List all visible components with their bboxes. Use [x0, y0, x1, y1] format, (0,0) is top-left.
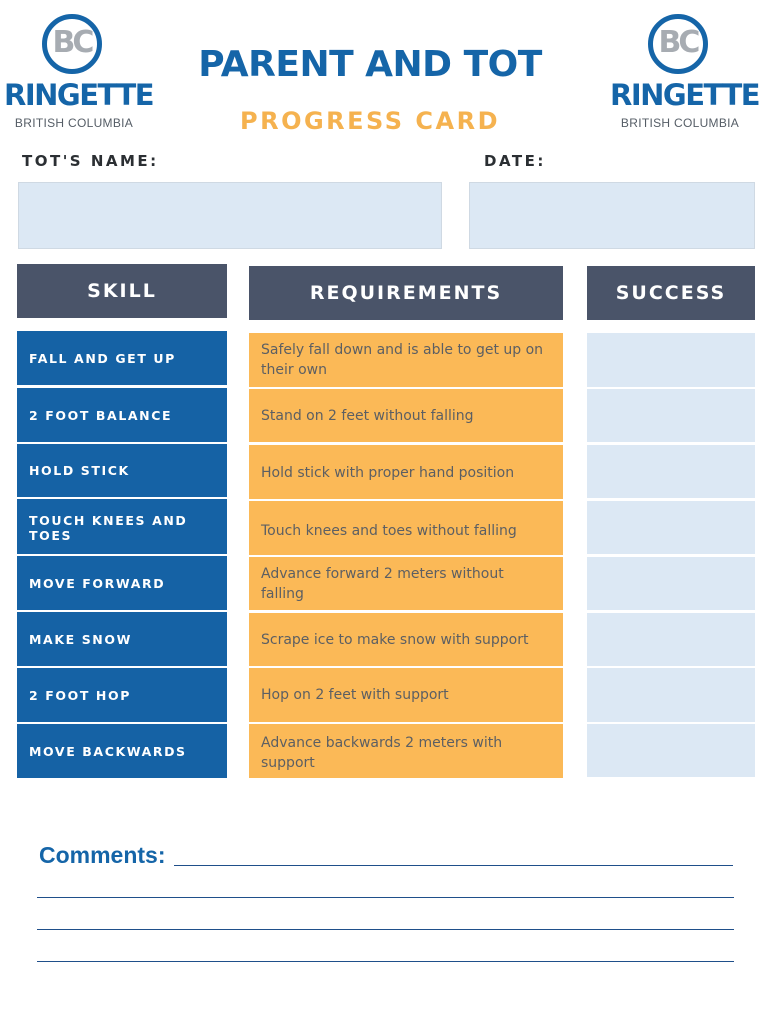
logo-monogram: BC [52, 25, 92, 60]
date-label: DATE: [484, 152, 546, 170]
logo-subtitle: BRITISH COLUMBIA [14, 116, 134, 130]
requirement-cell: Hop on 2 feet with support [249, 668, 563, 722]
skill-cell: TOUCH KNEES AND TOES [17, 499, 227, 554]
comment-line[interactable] [37, 897, 734, 898]
requirement-cell: Advance forward 2 meters without falling [249, 557, 563, 610]
skill-cell: FALL AND GET UP [17, 331, 227, 385]
skill-cell: MAKE SNOW [17, 612, 227, 666]
skill-cell: MOVE FORWARD [17, 556, 227, 610]
requirement-cell: Scrape ice to make snow with support [249, 613, 563, 666]
success-checkbox-cell[interactable] [587, 613, 755, 666]
skill-cell: HOLD STICK [17, 444, 227, 497]
comment-line[interactable] [37, 961, 734, 962]
bc-emblem-icon [42, 14, 102, 74]
requirement-cell: Safely fall down and is able to get up on their own [249, 333, 563, 387]
comment-line[interactable] [37, 929, 734, 930]
skill-cell: 2 FOOT BALANCE [17, 388, 227, 442]
success-column-header: SUCCESS [587, 266, 755, 320]
success-checkbox-cell[interactable] [587, 389, 755, 442]
logo-monogram: BC [658, 25, 698, 60]
success-checkbox-cell[interactable] [587, 501, 755, 554]
page-subtitle: PROGRESS CARD [240, 107, 500, 135]
bc-emblem-icon [648, 14, 708, 74]
requirement-cell: Stand on 2 feet without falling [249, 389, 563, 442]
success-checkbox-cell[interactable] [587, 668, 755, 722]
requirements-column-header: REQUIREMENTS [249, 266, 563, 320]
page-title: PARENT AND TOT [198, 44, 542, 85]
logo-wordmark: RINGETTE [4, 78, 154, 112]
skill-cell: MOVE BACKWARDS [17, 724, 227, 778]
success-checkbox-cell[interactable] [587, 724, 755, 777]
logo-wordmark: RINGETTE [610, 78, 760, 112]
date-field[interactable] [469, 182, 755, 249]
ringette-bc-logo-left [4, 4, 154, 130]
tot-name-field[interactable] [18, 182, 442, 249]
logo-subtitle: BRITISH COLUMBIA [620, 116, 740, 130]
requirement-cell: Hold stick with proper hand position [249, 445, 563, 499]
skill-cell: 2 FOOT HOP [17, 668, 227, 722]
ringette-bc-logo-right [610, 4, 760, 130]
success-checkbox-cell[interactable] [587, 557, 755, 610]
requirement-cell: Touch knees and toes without falling [249, 501, 563, 555]
comment-line[interactable] [174, 865, 733, 866]
success-checkbox-cell[interactable] [587, 445, 755, 498]
skill-column-header: SKILL [17, 264, 227, 318]
name-label: TOT'S NAME: [22, 152, 159, 170]
comments-label: Comments: [39, 842, 166, 868]
requirement-cell: Advance backwards 2 meters with support [249, 724, 563, 778]
success-checkbox-cell[interactable] [587, 333, 755, 387]
